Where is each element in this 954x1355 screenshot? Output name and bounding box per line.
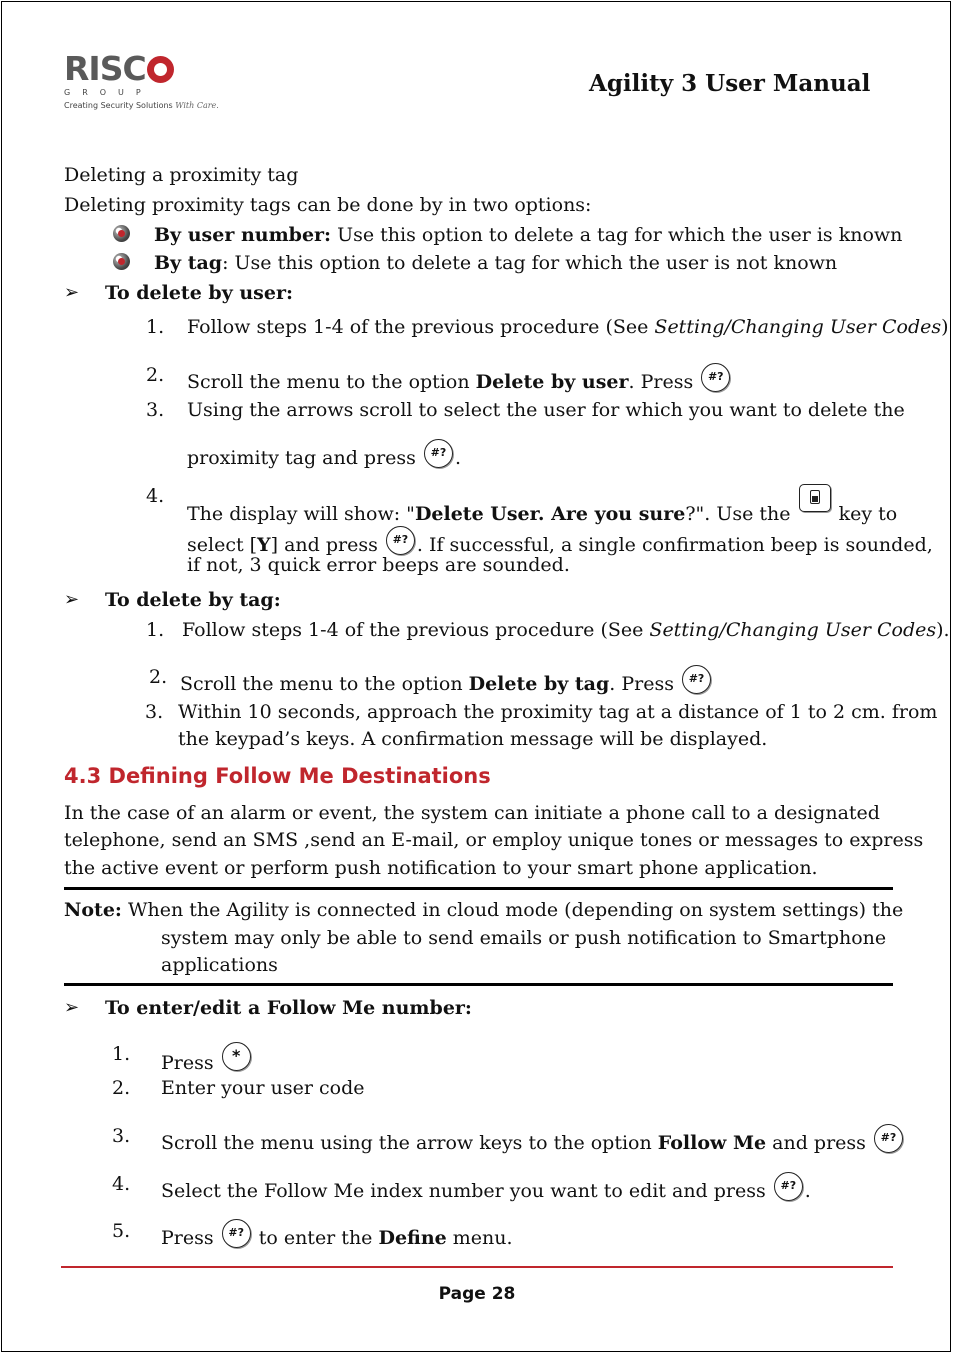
- by-user-step-4-line1: The display will show: "Delete User. Are you sure?". Use the key to: [187, 484, 897, 526]
- lock-key-icon: [799, 484, 831, 512]
- note-line1: Note: When the Agility is connected in cloud mode (depending on system settings) the: [64, 899, 904, 921]
- by-user-step-num: 3.: [146, 399, 165, 421]
- para-line: telephone, send an SMS ,send an E-mail, or employ unique tones or messages to express: [64, 829, 924, 851]
- logo-name: RISC: [64, 49, 146, 88]
- by-user-step-4-line2: select [Y] and press #? . If successful, a single confirmation beep is sounded,: [187, 526, 933, 557]
- note-bottom-rule: [64, 983, 893, 986]
- by-user-step-2: Scroll the menu to the option Delete by user. Press #?: [187, 363, 732, 394]
- arrow-bullet-icon: ➢: [64, 997, 80, 1018]
- round-bullet-icon: [113, 253, 130, 270]
- by-user-step-3-line2: proximity tag and press #? .: [187, 439, 461, 470]
- follow-step-4: Select the Follow Me index number you want to edit and press #? .: [161, 1172, 811, 1203]
- follow-step-5: Press #? to enter the Define menu.: [161, 1219, 513, 1250]
- hash-key-icon: #?: [701, 363, 730, 392]
- follow-me-title: To enter/edit a Follow Me number:: [105, 997, 472, 1019]
- by-tag-step-3-line1: Within 10 seconds, approach the proximity tag at a distance of 1 to 2 cm. from: [178, 701, 938, 723]
- follow-step-num: 5.: [112, 1220, 131, 1242]
- hash-key-icon: #?: [386, 526, 415, 555]
- intro-text: Deleting proximity tags can be done by in two options:: [64, 194, 592, 216]
- by-tag-step-num: 1.: [146, 619, 165, 641]
- hash-key-icon: #?: [774, 1172, 803, 1201]
- by-tag-step-1: Follow steps 1-4 of the previous procedure (See Setting/Changing User Codes).: [182, 619, 950, 641]
- by-user-step-num: 4.: [146, 485, 165, 507]
- follow-step-3: Scroll the menu using the arrow keys to the option Follow Me and press #?: [161, 1124, 905, 1155]
- by-user-step-3-line1: Using the arrows scroll to select the user for which you want to delete the: [187, 399, 905, 421]
- by-tag-step-num: 3.: [145, 701, 164, 723]
- subsection-heading: Deleting a proximity tag: [64, 164, 299, 186]
- arrow-bullet-icon: ➢: [64, 282, 80, 303]
- note-top-rule: [64, 887, 893, 890]
- by-tag-title: To delete by tag:: [105, 589, 281, 611]
- follow-step-num: 3.: [112, 1125, 131, 1147]
- logo-o-icon: [147, 56, 174, 83]
- hash-key-icon: #?: [424, 439, 453, 468]
- hash-key-icon: #?: [682, 665, 711, 694]
- para-line: In the case of an alarm or event, the system can initiate a phone call to a designated: [64, 802, 880, 824]
- logo-group: GROUP: [64, 88, 153, 97]
- note-line2: system may only be able to send emails or push notification to Smartphone: [161, 927, 887, 949]
- arrow-bullet-icon: ➢: [64, 589, 80, 610]
- section-title: 4.3 Defining Follow Me Destinations: [64, 764, 491, 788]
- round-bullet-icon: [113, 225, 130, 242]
- note-line3: applications: [161, 954, 278, 976]
- by-tag-step-3-line2: the keypad’s keys. A confirmation message will be displayed.: [178, 728, 768, 750]
- follow-step-num: 1.: [112, 1043, 131, 1065]
- star-key-icon: *: [222, 1042, 251, 1071]
- by-tag-step-num: 2.: [149, 666, 168, 688]
- follow-step-num: 4.: [112, 1173, 131, 1195]
- page-number: Page 28: [438, 1284, 516, 1304]
- hash-key-icon: #?: [874, 1124, 903, 1153]
- follow-step-1: Press *: [161, 1042, 253, 1075]
- by-user-step-1: Follow steps 1-4 of the previous procedure (See Setting/Changing User Codes): [187, 316, 949, 338]
- by-tag-step-2: Scroll the menu to the option Delete by tag. Press #?: [180, 665, 713, 696]
- option-by-user: By user number: Use this option to delete a tag for which the user is known: [154, 224, 903, 246]
- follow-step-2: Enter your user code: [161, 1077, 365, 1099]
- by-user-step-num: 1.: [146, 316, 165, 338]
- logo-tagline: Creating Security Solutions With Care.: [64, 101, 219, 110]
- by-user-step-num: 2.: [146, 364, 165, 386]
- footer-rule: [61, 1266, 893, 1268]
- by-user-step-4-line3: if not, 3 quick error beeps are sounded.: [187, 554, 570, 576]
- hash-key-icon: #?: [222, 1219, 251, 1248]
- by-user-title: To delete by user:: [105, 282, 293, 304]
- para-line: the active event or perform push notification to your smart phone application.: [64, 857, 818, 879]
- risco-logo: [64, 49, 219, 122]
- option-by-tag: By tag: Use this option to delete a tag for which the user is not known: [154, 252, 838, 274]
- follow-step-num: 2.: [112, 1077, 131, 1099]
- manual-title: Agility 3 User Manual: [589, 70, 871, 97]
